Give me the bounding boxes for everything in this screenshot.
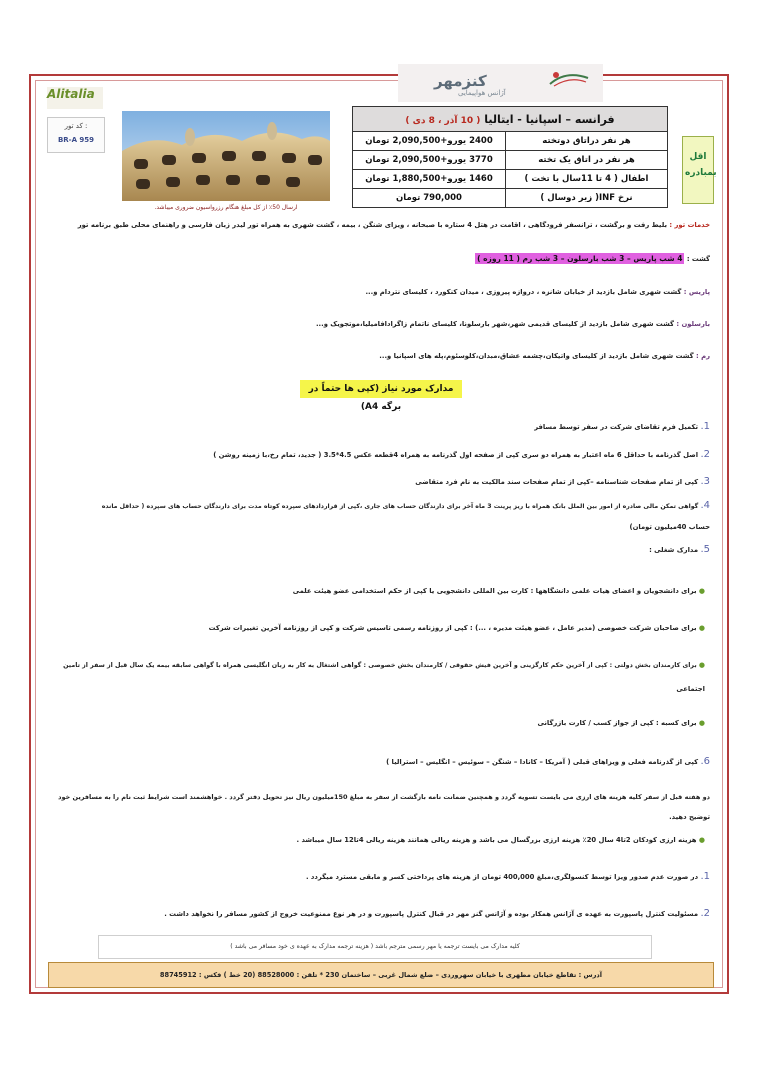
badge-line-2: بمبادره [685,168,717,178]
doc-text: کپی از گذرنامه فعلی و ویزاهای قبلی ( آمریکا – کانادا – شنگن – سوئیس – انگلیس – استرالیا ) [386,758,699,766]
city-name: رم : [696,352,710,360]
job-doc-continued [676,685,705,693]
doc-number: 5. [700,544,710,555]
doc-text: تکمیل فرم تقاضای شرکت در سفر توسط مسافر [534,423,699,431]
translation-note: کلیه مدارک می بایست ترجمه یا مهر رسمی مترجم باشد ( هزینه ترجمه مدارک به عهده ی خود مسافر می باشد ) [98,935,652,959]
doc-item [415,476,710,487]
services-text: بلیط رفت و برگشت ، ترانسفر فرودگاهی ، اقامت در هتل 4 ستاره با صبحانه ، ویزای شنگن ، بیمه ، گشت شهری به همراه تور لیدر زبان فارسی و راهنمای محلی طبق برنامه تور [77,221,668,229]
deposit-note: ارسال 50٪ از کل مبلغ هنگام رزرواسیون ضروری میباشد. [154,204,298,211]
city-name: بارسلون : [676,320,710,328]
tour-dates: ( 10 آذر ، 8 دی ) [405,115,481,126]
payment-paragraph [58,793,710,801]
airline-name: Alitalia [47,87,95,101]
price-desc: هر نفر در اتاق یک تخته [506,151,668,170]
final-note [164,908,710,919]
doc-item [102,500,710,511]
job-doc-text: برای دانشجویان و اعضای هیات علمی دانشگاهها : کارت بین المللی دانشجویی یا کپی از حکم استخدامی عضو هیئت علمی [292,587,697,595]
tour-route-line [475,254,710,263]
bullet-icon: ● [698,624,705,632]
doc-number: 2. [700,449,710,460]
paragraph-line: دو هفته قبل از سفر کلیه هزینه های ارزی می بایست تسویه گردد و همچنین ضمانت نامه بازگشت از سفر به مبلغ 150میلیون ریال نیز تحویل دفتر گردد . خواهشمند است شرایط ثبت نام را به مسافرین خود [58,793,710,801]
tour-label: گشت : [686,255,710,263]
doc-number: 3. [700,476,710,487]
swirl-icon [548,70,590,88]
price-desc: نرخ INF( زیر دوسال ) [506,189,668,208]
badge-line-1: اقل [689,152,707,162]
price-desc: هر نفر دراتاق دوتخته [506,132,668,151]
note-text: مسئولیت کنترل پاسپورت به عهده ی آژانس همکار بوده و آژانس گنز مهر در قبال کنترل پاسپورت و در هر نوع ممنوعیت خروج از کشور مسافر را نخواهد داشت . [164,910,699,918]
doc-item [649,544,710,555]
doc-text: گواهی تمکن مالی صادره از امور بین الملل بانک همراه با ریز پرینت 3 ماه آخر برای دارندگان حساب های جاری ،کپی از قراردادهای سپرده کوتاه مدت برای دارندگان حساب های سپرده ( حداقل مانده [101,503,699,510]
note-number: 1. [700,871,710,882]
city-name: پاریس : [683,288,710,296]
logo-name: کنزمهر [434,72,487,90]
table-row [353,132,668,151]
doc-item [534,421,710,432]
tour-route: 4 شب پاریس – 3 شب بارسلون – 3 شب رم ( 11 روزه ) [477,254,683,263]
note-text: در صورت عدم صدور ویزا توسط کنسولگری،مبلغ 400,000 تومان از هزینه های پرداختی کسر و مابقی مسترد میگردد . [305,873,699,881]
doc-item [213,449,710,460]
address-footer: آدرس : تقاطع خیابان مطهری با خیابان سهروردی – ضلع شمال غربی – ساختمان 230 * تلفن : 88528000 (20 خط ) فکس : 88745912 [48,962,714,988]
city-text: گشت شهری شامل بازدید از خیابان شانزه ، دروازه پیروزی ، میدان کنکورد ، کلیسای نتردام و... [365,288,682,296]
page-inner-border [35,80,723,988]
casa-mila-photo [122,111,330,201]
price-value: 3770 یورو+2,090,500 تومان [353,151,506,170]
doc-number: 6. [700,756,710,767]
price-value: 2400 یورو+2,090,500 تومان [353,132,506,151]
special-offer-badge [682,136,717,204]
agency-logo [398,64,603,102]
job-doc-item [63,661,705,669]
doc-text: مدارک شغلی : [649,546,699,554]
bullet-icon: ● [698,661,705,669]
doc-item [386,756,710,767]
table-row [353,189,668,208]
price-table [352,106,668,208]
final-note [306,871,710,882]
table-row [353,170,668,189]
airline-logo [47,87,103,109]
page-border [29,74,729,994]
price-value: 790,000 تومان [353,189,506,208]
child-note-text: هزینه ارزی کودکان 2تا4 سال 20٪ هزینه ارزی بزرگسال می باشد و هزینه ریالی همانند هزینه ریالی 4تا12 سال میباشد . [296,836,697,844]
city-text: گشت شهری شامل بازدید از کلیسای واتیکان،چشمه عشاق،مبدان،کلوسئوم،پله های اسپانیا و... [379,352,694,360]
job-doc-text: برای کسبه : کپی از جواز کسب / کارت بازرگانی [537,719,697,727]
services-line [78,221,710,229]
job-doc-text: برای کارمندان بخش دولتی : کپی از آخرین حکم کارگزینی و آخرین فیش حقوقی / کارمندان بخش خصوصی : گواهی اشتغال به کار به زبان انگلیسی همراه با گواهی سابقه بیمه یک سال قبل از سفر از تامین [63,662,697,669]
tour-code: BR-A 959 [57,136,95,144]
paragraph-line: توضیح دهید. [669,813,710,821]
bullet-icon: ● [698,836,705,844]
job-doc-text: برای صاحبان شرکت خصوصی (مدیر عامل ، عضو هیئت مدیره ، ...) : کپی از روزنامه رسمی تاسیس شرکت و کپی از روزنامه آخرین تغییرات شرکت [208,624,697,632]
bullet-icon: ● [698,719,705,727]
services-label: خدمات تور : [669,221,710,229]
price-value: 1460 یورو+1,880,500 تومان [353,170,506,189]
tour-title-text: فرانسه – اسپانیا - ایتالیا [484,112,615,126]
job-doc-text: اجتماعی [676,685,705,693]
job-doc-item [209,624,705,632]
job-doc-item [537,719,705,727]
city-paris [365,288,710,296]
price-desc: اطفال ( 4 تا 11سال با تخت ) [506,170,668,189]
child-cost-note [297,836,705,844]
table-row [353,151,668,170]
doc-text: حساب 40میلیون تومان) [629,523,710,531]
tour-title [353,107,668,132]
city-barcelona [316,320,710,328]
doc-text: اصل گذرنامه با حداقل 6 ماه اعتبار به همراه دو سری کپی از صفحه اول گذرنامه به همراه 4قطعه عکس 4.5*3.5 ( جدید، تمام رخ،با زمینه روشن ) [213,451,699,459]
city-text: گشت شهری شامل بازدید از کلیسای قدیمی شهر،شهر بارسلونا، کلیسای ناتمام زاگرادافامیلیا،موتجویک و... [315,320,674,328]
logo-subtitle: آژانس هواپیمایی [458,89,506,97]
city-rome [379,352,710,360]
payment-paragraph [669,813,710,821]
doc-number: 1. [700,421,710,432]
doc-number: 4. [700,500,710,511]
note-number: 2. [700,908,710,919]
bullet-icon: ● [698,587,705,595]
doc-item-continued [630,523,711,531]
doc-text: کپی از تمام صفحات شناسنامه –کپی از تمام صفحات سند مالکیت به نام فرد متقاضی [415,478,699,486]
tour-code-box [47,117,105,153]
tour-code-label: کد تور : [64,122,88,130]
documents-heading: مدارک مورد نیاز (کپی ها حتماً در برگه A4) [300,380,462,398]
job-doc-item [293,587,705,595]
